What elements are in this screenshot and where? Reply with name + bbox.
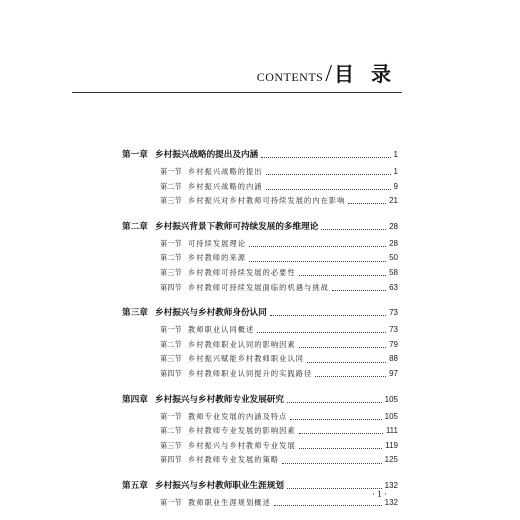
leader-dots xyxy=(348,202,386,204)
toc-section-entry[interactable] xyxy=(122,496,398,511)
toc-section-entry[interactable] xyxy=(122,165,398,180)
leader-dots xyxy=(274,504,382,506)
chapter-title: 乡村振兴与乡村教师职业生涯规划 xyxy=(155,480,284,491)
leader-dots xyxy=(249,245,386,247)
section-number: 第三节 xyxy=(160,196,182,206)
page-ref: 97 xyxy=(389,368,398,378)
leader-dots xyxy=(266,188,391,190)
leader-dots xyxy=(307,361,386,363)
toc-section-entry[interactable] xyxy=(122,410,398,425)
leader-dots xyxy=(299,432,383,434)
section-number: 第一节 xyxy=(160,167,182,176)
page-ref: 58 xyxy=(389,267,398,277)
section-title: 乡村教师可持续发展的必要性 xyxy=(188,267,296,277)
toc-chapter-entry[interactable] xyxy=(122,217,398,237)
chapter-block xyxy=(122,145,398,209)
chapter-number: 第一章 xyxy=(122,150,148,160)
toc-section-entry[interactable] xyxy=(122,367,398,382)
section-title: 乡村振兴与乡村教师专业发展 xyxy=(188,440,296,450)
leader-dots xyxy=(270,314,386,316)
section-number: 第二节 xyxy=(160,253,182,263)
section-title: 教师职业认同概述 xyxy=(188,325,255,335)
contents-header xyxy=(257,58,396,88)
toc-section-entry[interactable] xyxy=(122,439,398,454)
section-number: 第一节 xyxy=(160,411,182,421)
toc-section-entry[interactable] xyxy=(122,281,398,296)
section-number: 第二节 xyxy=(160,181,182,191)
chapter-block xyxy=(122,217,398,295)
chapter-number: 第二章 xyxy=(122,221,148,232)
chapter-title: 乡村振兴与乡村教师专业发展研究 xyxy=(155,394,284,405)
section-title: 乡村教师可持续发展面临的机遇与挑战 xyxy=(188,282,329,292)
toc-chapter-entry[interactable] xyxy=(122,476,398,496)
leader-dots xyxy=(282,462,381,464)
section-title: 乡村振兴战略的提出 xyxy=(188,167,263,176)
page-ref: 73 xyxy=(389,308,398,318)
section-title: 可持续发展理论 xyxy=(188,238,247,248)
leader-dots xyxy=(299,274,386,276)
section-title: 乡村振兴战略的内涵 xyxy=(188,181,263,191)
header-rule xyxy=(72,92,402,93)
section-title: 乡村教师的来源 xyxy=(188,253,247,263)
section-number: 第一节 xyxy=(160,238,182,248)
leader-dots xyxy=(299,447,382,449)
toc-section-entry[interactable] xyxy=(122,352,398,367)
toc-section-entry[interactable] xyxy=(122,338,398,353)
slash-divider: / xyxy=(325,61,333,87)
leader-dots xyxy=(266,173,391,175)
section-number: 第四节 xyxy=(160,282,182,292)
page-ref: 132 xyxy=(384,480,398,490)
toc-section-entry[interactable] xyxy=(122,237,398,252)
page-ref: 28 xyxy=(389,221,398,231)
toc-section-entry[interactable] xyxy=(122,251,398,266)
chapter-block xyxy=(122,303,398,381)
toc-section-entry[interactable] xyxy=(122,323,398,338)
page-ref: 111 xyxy=(385,426,398,436)
section-number: 第三节 xyxy=(160,440,182,450)
toc-section-entry[interactable] xyxy=(122,424,398,439)
chapter-number: 第四章 xyxy=(122,394,148,405)
section-title: 教师专业发展的内涵及特点 xyxy=(188,411,288,421)
page-ref: 9 xyxy=(393,181,398,191)
page-ref: 125 xyxy=(384,455,398,465)
page-number: · 1 · xyxy=(372,489,387,499)
page-title: 目 录 xyxy=(334,62,396,86)
page-ref: 88 xyxy=(389,354,398,364)
page-ref: 105 xyxy=(384,411,398,421)
section-number: 第四节 xyxy=(160,368,182,378)
leader-dots xyxy=(287,487,382,489)
toc-chapter-entry[interactable] xyxy=(122,303,398,323)
section-number: 第一节 xyxy=(160,325,182,335)
table-of-contents xyxy=(122,145,398,519)
chapter-block xyxy=(122,390,398,468)
section-number: 第二节 xyxy=(160,339,182,349)
section-title: 乡村教师职业认同提升的实践路径 xyxy=(188,368,313,378)
page-ref: 73 xyxy=(389,325,398,335)
section-number: 第三节 xyxy=(160,267,182,277)
section-number: 第三节 xyxy=(160,354,182,364)
leader-dots xyxy=(299,346,386,348)
section-number: 第二节 xyxy=(160,426,182,436)
toc-section-entry[interactable] xyxy=(122,194,398,209)
toc-section-entry[interactable] xyxy=(122,266,398,281)
page-ref: 1 xyxy=(393,150,398,159)
leader-dots xyxy=(290,418,381,420)
toc-section-entry[interactable] xyxy=(122,180,398,195)
toc-chapter-entry[interactable] xyxy=(122,145,398,165)
section-number: 第一节 xyxy=(160,497,182,507)
toc-chapter-entry[interactable] xyxy=(122,390,398,410)
chapter-number: 第五章 xyxy=(122,480,148,491)
page-ref: 132 xyxy=(384,497,398,507)
section-title: 乡村振兴对乡村教师可持续发展的内在影响 xyxy=(188,196,346,206)
section-title: 乡村教师专业发展的策略 xyxy=(188,455,280,465)
section-number: 第四节 xyxy=(160,455,182,465)
section-title: 乡村教师职业认同的影响因素 xyxy=(188,339,296,349)
page-ref: 1 xyxy=(393,167,398,176)
page-ref: 28 xyxy=(389,238,398,248)
page-ref: 50 xyxy=(389,253,398,263)
leader-dots xyxy=(257,331,386,333)
leader-dots xyxy=(321,228,386,230)
toc-section-entry[interactable] xyxy=(122,453,398,468)
section-title: 乡村振兴赋能乡村教师职业认同 xyxy=(188,354,305,364)
page-ref: 63 xyxy=(389,282,398,292)
contents-label: CONTENTS xyxy=(256,70,324,84)
page-ref: 21 xyxy=(389,196,398,206)
page-ref: 105 xyxy=(384,394,398,404)
page-ref: 119 xyxy=(385,440,398,450)
chapter-number: 第三章 xyxy=(122,308,148,319)
leader-dots xyxy=(332,289,386,291)
leader-dots xyxy=(249,260,386,262)
chapter-title: 乡村振兴战略的提出及内涵 xyxy=(155,150,259,160)
leader-dots xyxy=(315,375,386,377)
leader-dots xyxy=(261,156,390,158)
chapter-title: 乡村振兴与乡村教师身份认同 xyxy=(155,308,267,319)
section-title: 乡村教师专业发展的影响因素 xyxy=(188,426,296,436)
leader-dots xyxy=(287,401,382,403)
chapter-title: 乡村振兴背景下教师可持续发展的多维理论 xyxy=(155,221,319,232)
section-title: 教师职业生涯规划概述 xyxy=(188,497,271,507)
chapter-block xyxy=(122,476,398,511)
page-ref: 79 xyxy=(389,339,398,349)
